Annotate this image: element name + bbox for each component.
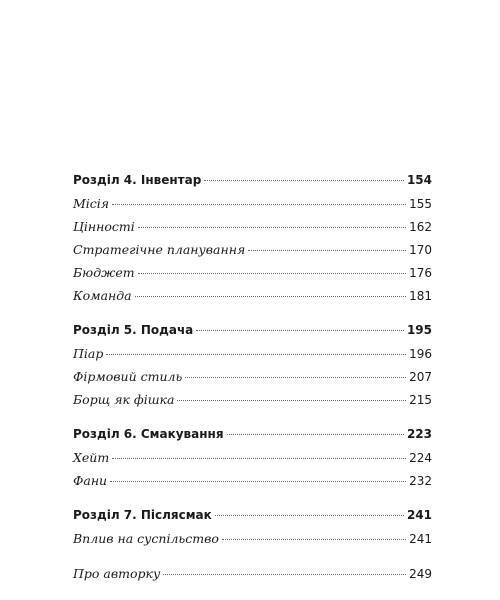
dot-leader <box>106 354 406 355</box>
section-gap <box>73 550 432 562</box>
dot-leader <box>163 574 406 575</box>
toc-entry-title: Розділ 7. Післясмак <box>73 508 212 522</box>
toc-entry <box>73 261 432 284</box>
dot-leader <box>138 227 406 228</box>
toc-entry-title: Вплив на суспільство <box>73 531 219 546</box>
dot-leader <box>185 377 406 378</box>
toc-page-number: 196 <box>409 347 432 361</box>
dot-leader <box>204 180 404 181</box>
toc-entry-title: Місія <box>73 196 110 211</box>
dot-leader <box>135 296 406 297</box>
toc-chapter-6 <box>73 423 432 446</box>
dot-leader <box>248 250 406 251</box>
dot-leader <box>215 515 404 516</box>
toc-chapter-4 <box>73 169 432 192</box>
toc-page-number: 215 <box>409 393 432 407</box>
dot-leader <box>227 434 404 435</box>
toc-page-number: 232 <box>409 474 432 488</box>
toc-entry-title: Фірмовий стиль <box>73 369 183 384</box>
toc-entry-title: Хейт <box>73 450 110 465</box>
dot-leader <box>138 273 407 274</box>
toc-entry <box>73 215 432 238</box>
toc-entry-title: Команда <box>73 288 132 303</box>
dot-leader <box>112 204 406 205</box>
toc-entry-title: Розділ 6. Смакування <box>73 427 224 441</box>
toc-page-number: 207 <box>409 370 432 384</box>
dot-leader <box>196 330 404 331</box>
toc-page-number: 170 <box>409 243 432 257</box>
toc-entry-title: Бюджет <box>73 265 135 280</box>
toc-entry <box>73 284 432 307</box>
toc-entry <box>73 388 432 411</box>
toc-entry <box>73 365 432 388</box>
toc-page-number: 241 <box>406 508 432 522</box>
section-gap <box>73 307 432 319</box>
toc-page-number: 249 <box>409 567 432 581</box>
toc-chapter-7 <box>73 504 432 527</box>
toc-entry <box>73 238 432 261</box>
dot-leader <box>112 458 406 459</box>
toc-entry <box>73 527 432 550</box>
toc-entry <box>73 446 432 469</box>
toc-page-number: 241 <box>409 532 432 546</box>
dot-leader <box>177 400 406 401</box>
toc-entry-title: Розділ 4. Інвентар <box>73 173 202 187</box>
table-of-contents <box>73 169 432 585</box>
toc-page-number: 154 <box>406 173 432 187</box>
toc-page-number: 176 <box>409 266 432 280</box>
section-gap <box>73 492 432 504</box>
toc-entry-title: Про авторку <box>73 566 161 581</box>
dot-leader <box>110 481 406 482</box>
toc-entry-title: Фани <box>73 473 108 488</box>
section-gap <box>73 411 432 423</box>
toc-page-number: 195 <box>406 323 432 337</box>
toc-entry-about-author <box>73 562 432 585</box>
toc-entry-title: Піар <box>73 346 104 361</box>
toc-entry <box>73 342 432 365</box>
toc-page-number: 181 <box>409 289 432 303</box>
toc-entry-title: Розділ 5. Подача <box>73 323 194 337</box>
toc-entry <box>73 469 432 492</box>
toc-page-number: 224 <box>409 451 432 465</box>
toc-chapter-5 <box>73 319 432 342</box>
toc-page-number: 223 <box>406 427 432 441</box>
toc-entry-title: Борщ як фішка <box>73 392 175 407</box>
toc-page-number: 162 <box>409 220 432 234</box>
toc-entry-title: Стратегічне планування <box>73 242 246 257</box>
toc-page-number: 155 <box>409 197 432 211</box>
dot-leader <box>222 539 406 540</box>
toc-entry <box>73 192 432 215</box>
toc-entry-title: Цінності <box>73 219 135 234</box>
